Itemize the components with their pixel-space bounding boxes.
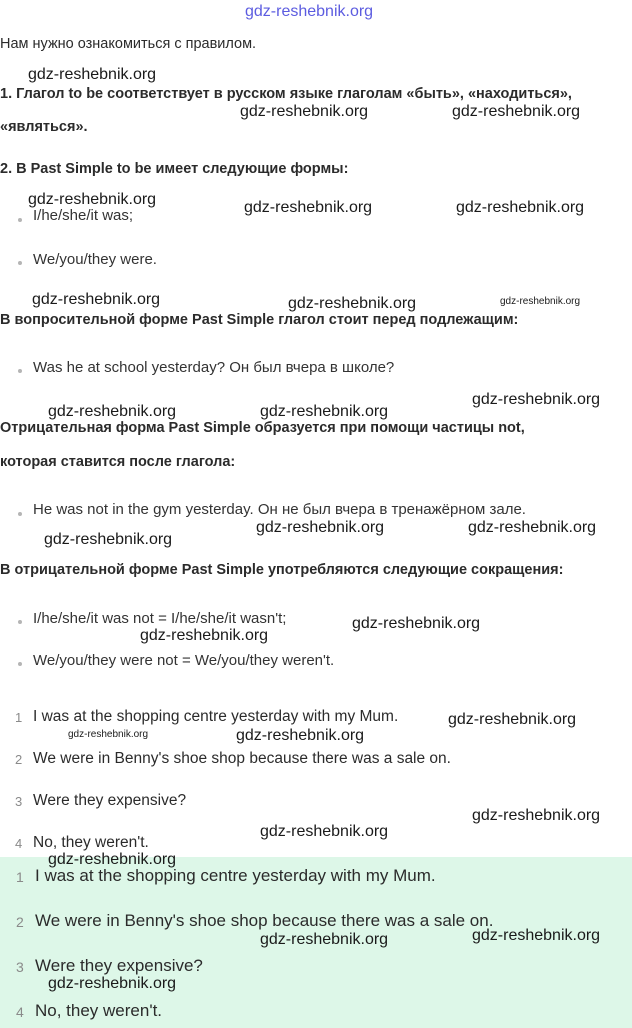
watermark: gdz-reshebnik.org xyxy=(260,823,389,840)
watermark: gdz-reshebnik.org xyxy=(28,191,157,208)
negative-example: He was not in the gym yesterday. Он не был вчера в тренажёрном зале. xyxy=(33,501,526,518)
answer-number: 1 xyxy=(15,710,23,725)
negative-rule-line2: которая ставится после глагола: xyxy=(0,454,236,470)
rule1-line1: 1. Глагол to be соответствует в русском языке глаголам «быть», «находиться», xyxy=(0,86,572,102)
watermark: gdz-reshebnik.org xyxy=(44,531,173,548)
watermark: gdz-reshebnik.org xyxy=(472,927,601,944)
answer-highlight-text: No, they weren't. xyxy=(35,1001,163,1020)
contraction-item-1: I/he/she/it was not = I/he/she/it wasn't; xyxy=(33,610,287,627)
rule1-line2: «являться». xyxy=(0,119,88,135)
question-example: Was he at school yesterday? Он был вчера в школе? xyxy=(33,359,395,376)
answer-highlight-text: I was at the shopping centre yesterday with my Mum. xyxy=(35,866,436,885)
rule2-heading: 2. В Past Simple to be имеет следующие формы: xyxy=(0,161,349,177)
watermark: gdz-reshebnik.org xyxy=(472,807,601,824)
watermark: gdz-reshebnik.org xyxy=(500,296,581,307)
watermark: gdz-reshebnik.org xyxy=(68,729,149,740)
answer-text: We were in Benny's shoe shop because there was a sale on. xyxy=(33,750,451,767)
bullet-dot xyxy=(18,662,22,666)
watermark: gdz-reshebnik.org xyxy=(140,627,269,644)
watermark: gdz-reshebnik.org xyxy=(256,519,385,536)
answer-highlight-text: We were in Benny's shoe shop because there was a sale on. xyxy=(35,911,494,930)
answer-highlight-number: 3 xyxy=(16,959,24,975)
answer-highlight-number: 1 xyxy=(16,869,24,885)
answer-text: No, they weren't. xyxy=(33,834,149,851)
contraction-item-2: We/you/they were not = We/you/they weren't. xyxy=(33,652,335,669)
answer-number: 2 xyxy=(15,752,23,767)
watermark-top: gdz-reshebnik.org xyxy=(245,3,374,20)
bullet-dot xyxy=(18,620,22,624)
watermark: gdz-reshebnik.org xyxy=(236,727,365,744)
form-item-2: We/you/they were. xyxy=(33,251,157,268)
watermark: gdz-reshebnik.org xyxy=(448,711,577,728)
form-item-1: I/he/she/it was; xyxy=(33,207,134,224)
answer-highlight-number: 4 xyxy=(16,1004,24,1020)
watermark: gdz-reshebnik.org xyxy=(468,519,597,536)
bullet-dot xyxy=(18,512,22,516)
watermark: gdz-reshebnik.org xyxy=(32,291,161,308)
watermark: gdz-reshebnik.org xyxy=(48,975,177,992)
question-rule: В вопросительной форме Past Simple глагол стоит перед подлежащим: xyxy=(0,312,519,328)
contractions-rule: В отрицательной форме Past Simple употребляются следующие сокращения: xyxy=(0,562,564,578)
answer-text: Were they expensive? xyxy=(33,792,187,809)
watermark: gdz-reshebnik.org xyxy=(452,103,581,120)
watermark: gdz-reshebnik.org xyxy=(240,103,369,120)
answer-number: 3 xyxy=(15,794,23,809)
watermark: gdz-reshebnik.org xyxy=(48,851,177,868)
bullet-dot xyxy=(18,218,22,222)
bullet-dot xyxy=(18,369,22,373)
watermark: gdz-reshebnik.org xyxy=(288,295,417,312)
watermark: gdz-reshebnik.org xyxy=(48,403,177,420)
watermark: gdz-reshebnik.org xyxy=(260,403,389,420)
answer-number: 4 xyxy=(15,836,23,851)
bullet-dot xyxy=(18,261,22,265)
answer-highlight-text: Were they expensive? xyxy=(35,956,203,975)
watermark: gdz-reshebnik.org xyxy=(28,66,157,83)
intro-text: Нам нужно ознакомиться с правилом. xyxy=(0,36,257,52)
watermark: gdz-reshebnik.org xyxy=(260,931,389,948)
answer-highlight-number: 2 xyxy=(16,914,24,930)
answer-text: I was at the shopping centre yesterday with my Mum. xyxy=(33,708,399,725)
watermark: gdz-reshebnik.org xyxy=(456,199,585,216)
negative-rule-line1: Отрицательная форма Past Simple образуется при помощи частицы not, xyxy=(0,420,525,436)
watermark: gdz-reshebnik.org xyxy=(352,615,481,632)
watermark: gdz-reshebnik.org xyxy=(244,199,373,216)
watermark: gdz-reshebnik.org xyxy=(472,391,601,408)
